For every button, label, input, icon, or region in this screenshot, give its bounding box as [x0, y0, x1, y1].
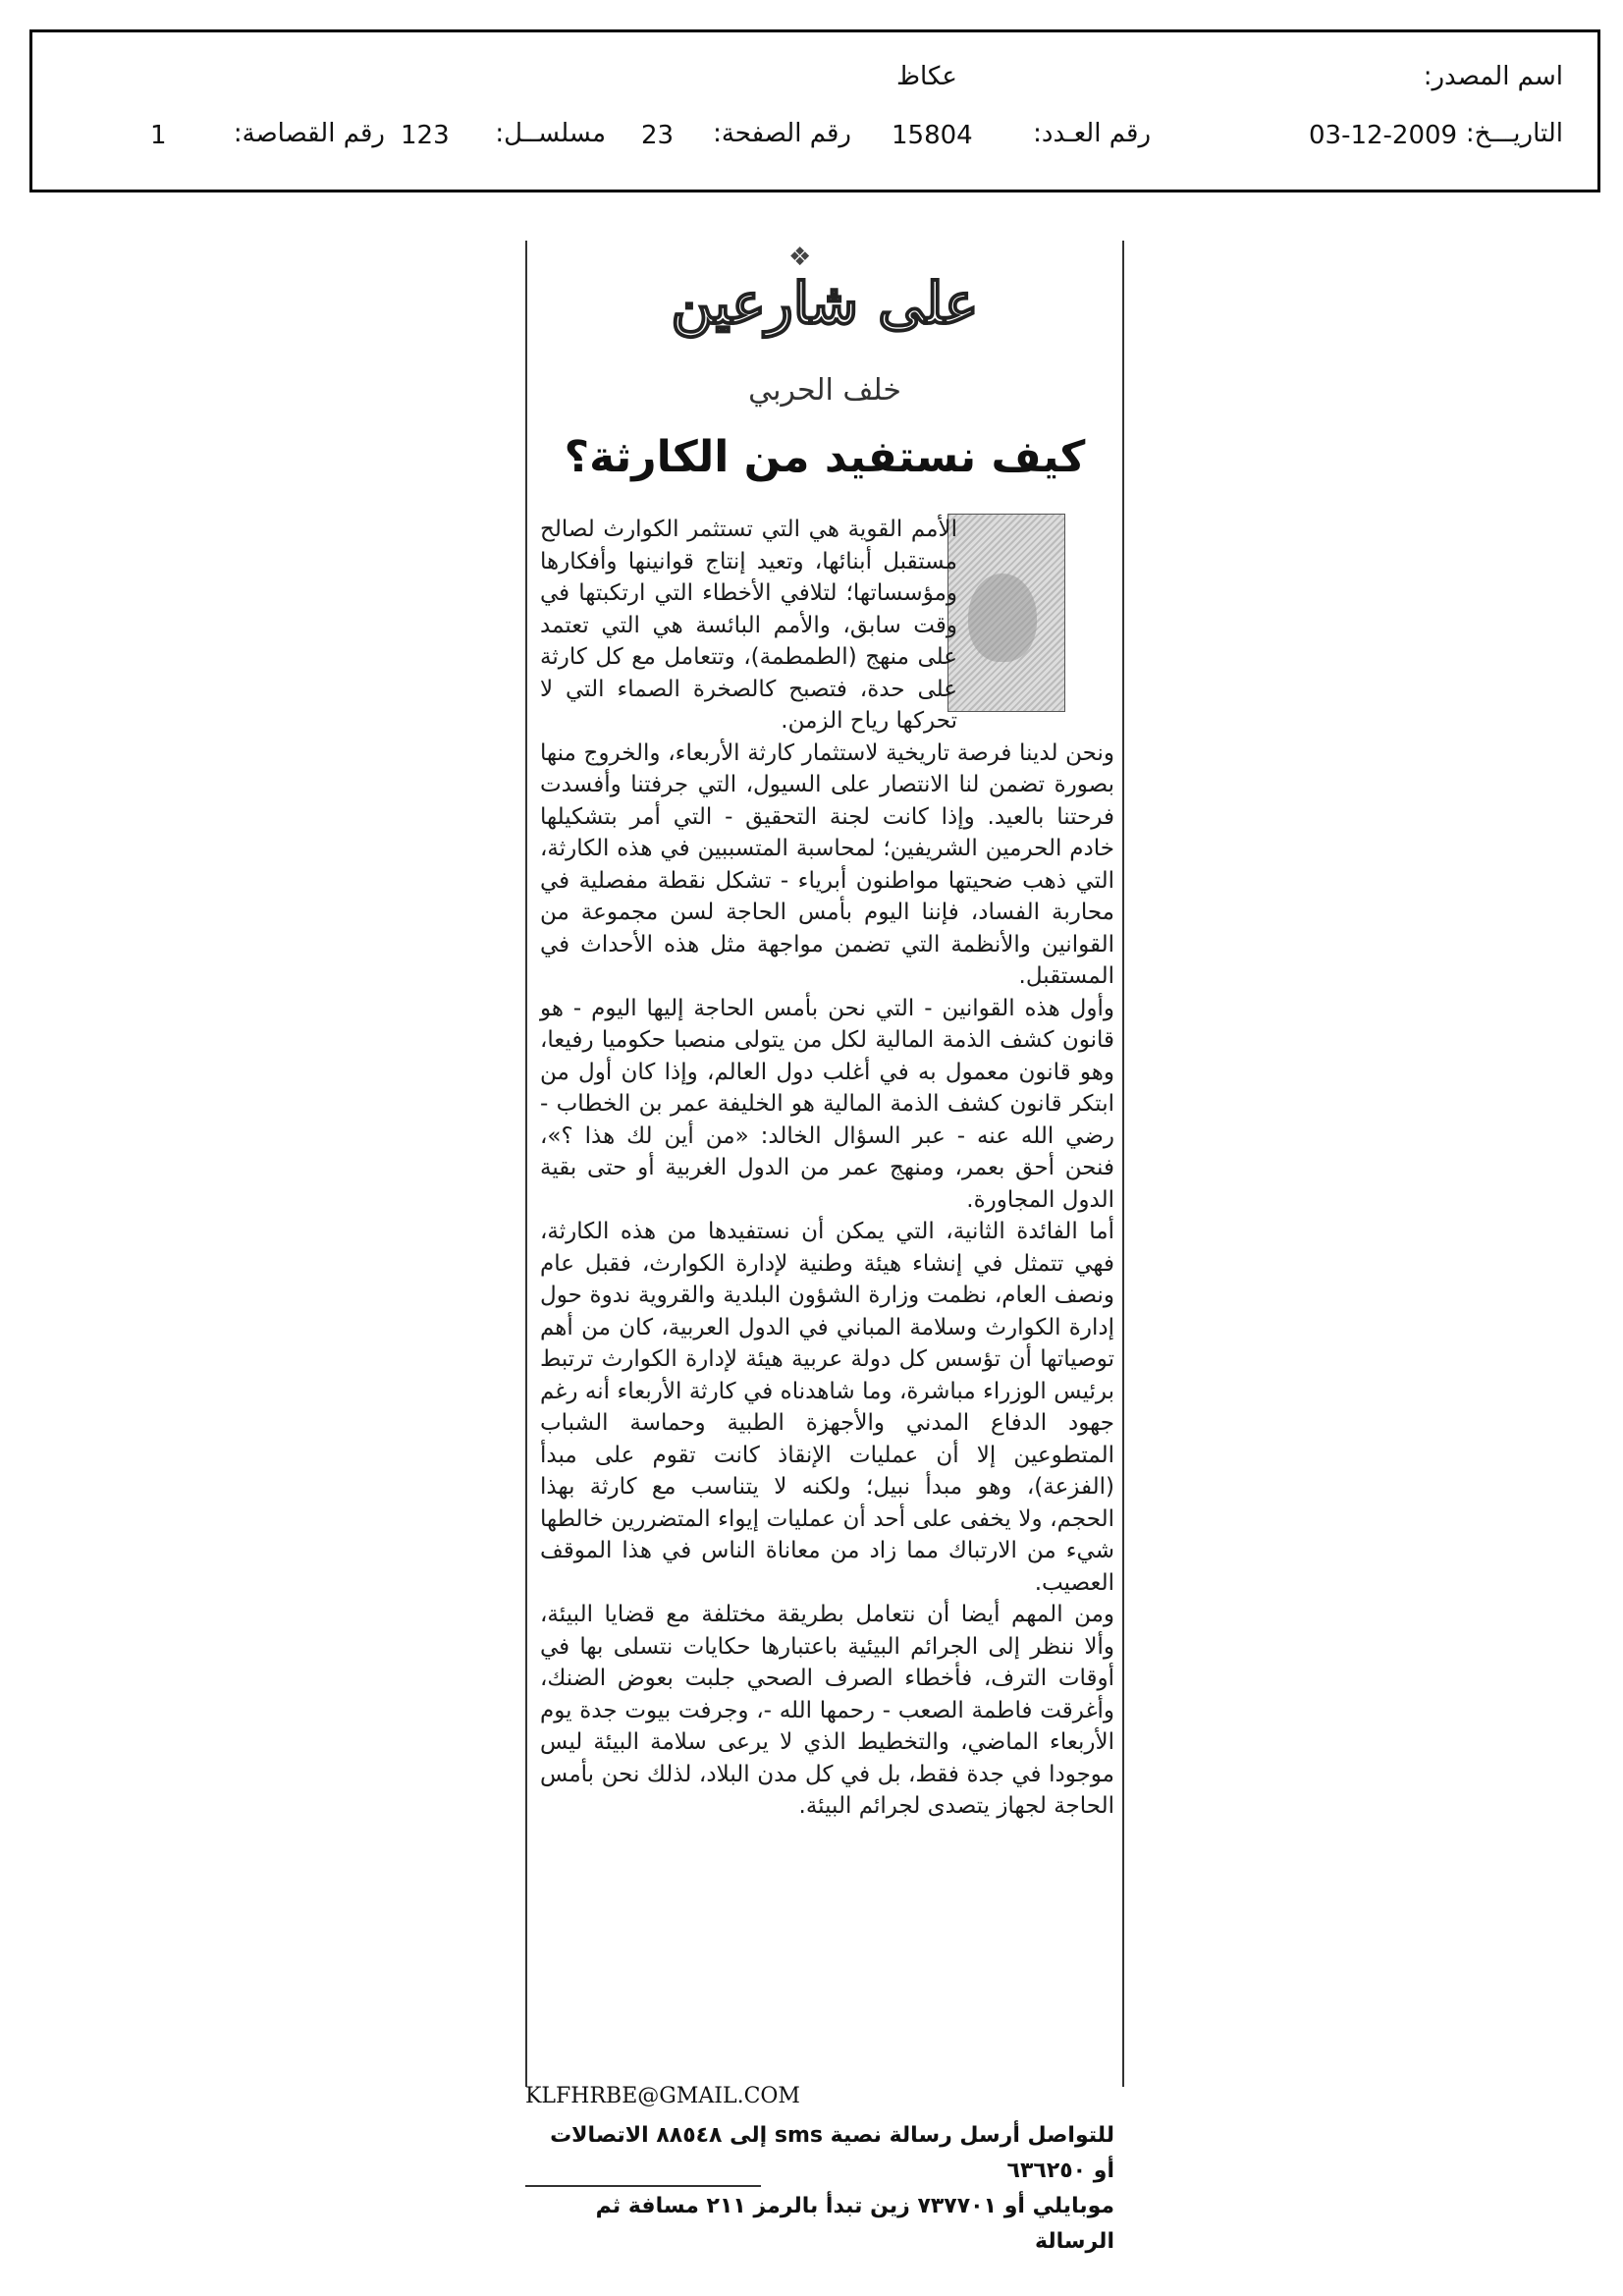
article-headline: كيف نستفيد من الكارثة؟ — [564, 432, 1086, 482]
contact-line: موبايلي أو ٧٣٧٧٠١ زين تبدأ بالرمز ٢١١ مسافة ثم الرسالة — [595, 2194, 1114, 2254]
source-label: اسم المصدر: — [1423, 62, 1563, 91]
clip-number-value: 1 — [150, 121, 167, 150]
contact-line: للتواصل أرسل رسالة نصية sms إلى ٨٨٥٤٨ الاتصالات أو ٦٣٦٢٥٠ — [550, 2123, 1114, 2183]
clipping-header-box — [29, 29, 1600, 192]
source-value: عكاظ — [896, 62, 957, 91]
author-name: خلف الحربي — [748, 373, 901, 408]
issue-value: 15804 — [892, 121, 973, 150]
author-email: KLFHRBE@GMAIL.COM — [525, 2084, 800, 2108]
page-label: رقم الصفحة: — [713, 119, 851, 148]
article-body — [540, 514, 1114, 2281]
photo-spacer — [967, 514, 1114, 715]
paragraph: وأول هذه القوانين - التي نحن بأمس الحاجة إليها اليوم - هو قانون كشف الذمة المالية لكل من يتولى منصبا حكوميا رفيعا، وهو قانون معمول به في أغلب دول العالم، وإذا كان أول من ابتكر قانون كشف الذمة المالية هو الخليفة عمر بن الخطاب - رضي الله عنه - عبر السؤال الخالد: «من أين لك هذا ؟»، فنحن أحق بعمر، ومنهج عمر من الدول الغربية أو حتى بقية الدول المجاورة. — [540, 995, 1114, 1213]
contact-info — [525, 2118, 1114, 2260]
paragraph: ومن المهم أيضا أن نتعامل بطريقة مختلفة مع قضايا البيئة، وألا ننظر إلى الجرائم البيئية باعتبارها حكايات نتسلى بها في أوقات الترف، فأخطاء الصرف الصحي جلبت بعوض الضنك، وأغرقت فاطمة الصعب - رحمها الله -، وجرفت بيوت جدة يوم الأربعاء الماضي، والتخطيط الذي لا يرعى سلامة البيئة ليس موجودا في جدة فقط، بل في كل مدن البلاد، لذلك نحن بأمس الحاجة لجهاز يتصدى لجرائم البيئة. — [540, 1602, 1114, 1819]
paragraph: ونحن لدينا فرصة تاريخية لاستثمار كارثة الأربعاء، والخروج منها بصورة تضمن لنا الانتصار على السيول، التي جرفتنا وأفسدت فرحتنا بالعيد. وإذا كانت لجنة التحقيق - التي أمر بتشكيلها خادم الحرمين الشريفين؛ لمحاسبة المتسببين في هذه الكارثة، التي ذهب ضحيتها مواطنون أبرياء - تشكل نقطة مفصلية في محاربة الفساد، فإننا اليوم بأمس الحاجة لسن مجموعة من القوانين والأنظمة التي تضمن مواجهة مثل هذه الأحداث في المستقبل. — [540, 739, 1114, 989]
serial-label: مسلســل: — [495, 119, 606, 148]
date-value: 03-12-2009 — [1309, 121, 1458, 150]
newspaper-clipping — [525, 241, 1124, 2254]
paragraph: الأمم القوية هي التي تستثمر الكوارث لصالح مستقبل أبنائها، وتعيد إنتاج قوانينها وأفكارها ومؤسساتها؛ لتلافي الأخطاء التي ارتكبتها في وقت سابق، والأمم البائسة هي التي تعتمد على منهج (الطمطمة)، وتتعامل مع كل كارثة على حدة، فتصبح كالصخرة الصماء التي لا تحركها رياح الزمن. — [540, 517, 957, 734]
issue-label: رقم العـدد: — [1033, 119, 1151, 148]
article-column — [525, 241, 1124, 2254]
left-rule — [525, 241, 527, 2087]
right-rule — [1122, 241, 1124, 2087]
serial-value: 123 — [401, 121, 450, 150]
clip-number-label: رقم القصاصة: — [233, 119, 385, 148]
date-label: التاريـــخ: — [1465, 119, 1563, 148]
column-title: على شارعين — [671, 270, 979, 337]
page-value: 23 — [641, 121, 675, 150]
ornament-icon: ❖ — [788, 243, 812, 272]
paragraph: أما الفائدة الثانية، التي يمكن أن نستفيدها من هذه الكارثة، فهي تتمثل في إنشاء هيئة وطنية لإدارة الكوارث، فقبل عام ونصف العام، نظمت وزارة الشؤون البلدية والقروية ندوة حول إدارة الكوارث وسلامة المباني في الدول العربية، كان من أهم توصياتها أن تؤسس كل دولة عربية هيئة لإدارة الكوارث ترتبط برئيس الوزراء مباشرة، وما شاهدناه في كارثة الأربعاء أنه رغم جهود الدفاع المدني والأجهزة الطبية وحماسة الشباب المتطوعين إلا أن عمليات الإنقاذ كانت تقوم على مبدأ (الفزعة)، وهو مبدأ نبيل؛ ولكنه لا يتناسب مع كارثة بهذا الحجم، ولا يخفى على أحد أن عمليات إيواء المتضررين خالطها شيء من الارتباك مما زاد من معاناة الناس في هذا الموقف العصيب. — [540, 1219, 1114, 1596]
